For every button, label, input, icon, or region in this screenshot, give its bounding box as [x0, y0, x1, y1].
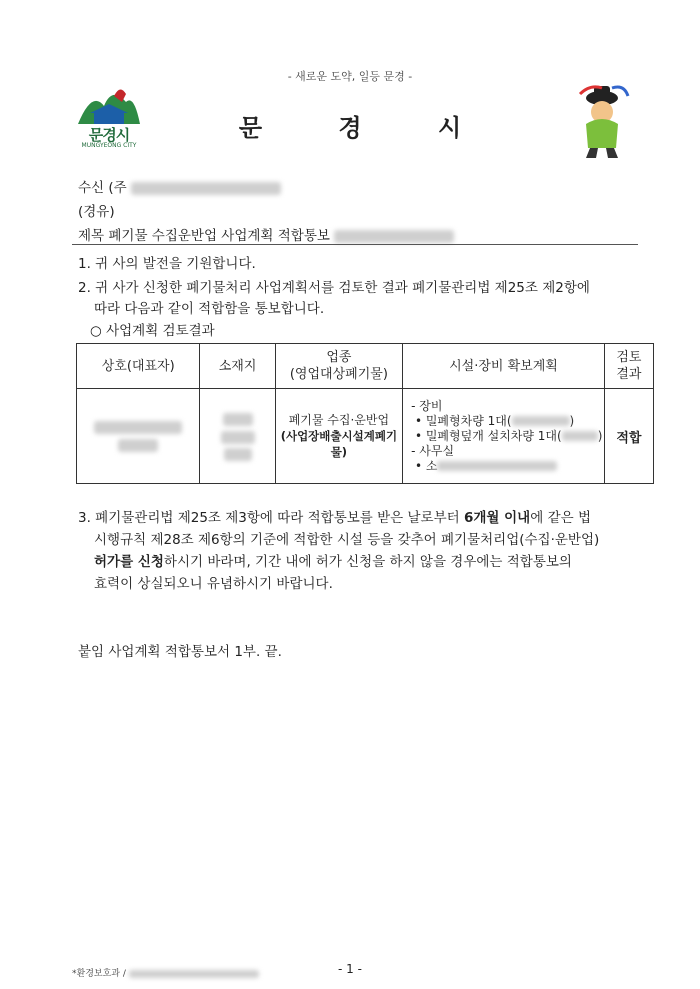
- office-item-1-text: • 소: [414, 458, 438, 473]
- office-heading: - 사무실: [411, 443, 455, 458]
- review-table: [76, 343, 654, 484]
- cell-company: [77, 389, 200, 484]
- redacted-office: [437, 461, 557, 471]
- footer-dept-text: *환경보호과 /: [72, 969, 126, 979]
- paragraph-3-line-1-a: 3. 폐기물관리법 제25조 제3항에 따라 적합통보를 받은 날로부터: [78, 510, 464, 526]
- logo-subtext: MUNGYEONG CITY: [81, 142, 137, 149]
- paragraph-3-line-4: 효력이 상실되오니 유념하시기 바랍니다.: [94, 576, 333, 592]
- header-location: 소재지: [200, 344, 275, 389]
- header-facility: 시설·장비 확보계획: [403, 344, 605, 389]
- paragraph-1: 1. 귀 사의 발전을 기원합니다.: [78, 256, 256, 272]
- table-header-row: [77, 344, 654, 389]
- slogan: - 새로운 도약, 일등 문경 -: [287, 70, 413, 83]
- office-item-1: [411, 459, 603, 474]
- via-field: [78, 200, 115, 220]
- paragraph-3-line-1-b: 에 같은 법: [530, 510, 591, 526]
- page-number: - 1 -: [338, 962, 362, 976]
- header-divider: [72, 244, 638, 245]
- redacted-vehicle-2: [562, 431, 598, 441]
- subject-field: [78, 224, 454, 244]
- equipment-item-2: • 밀폐형덮개 설치차량 1대( ): [414, 428, 603, 443]
- cell-facility: [403, 389, 605, 484]
- page-title: 문 경 시: [238, 114, 496, 142]
- paragraph-2-line-1: 2. 귀 사가 신청한 폐기물처리 사업계획서를 검토한 결과 폐기물관리법 제25조 제2항에: [78, 280, 590, 296]
- header-company: 상호(대표자): [77, 344, 200, 389]
- cell-industry: [275, 389, 402, 484]
- recipient-field: [78, 176, 281, 196]
- paragraph-3-line-1: [78, 506, 591, 526]
- deadline-emphasis: 6개월 이내: [463, 510, 531, 526]
- cell-result: 적합: [604, 389, 653, 484]
- equipment-item-1: • 밀폐형차량 1대( ): [414, 413, 575, 428]
- paragraph-3-line-3-b: 하시기 바라며, 기간 내에 허가 신청을 하지 않을 경우에는 적합통보의: [163, 554, 572, 570]
- redacted-representative: [118, 439, 158, 452]
- table-row: [77, 389, 654, 484]
- equipment-heading: - 장비: [411, 398, 443, 413]
- paragraph-3-line-2: 시행규칙 제28조 제6항의 기준에 적합한 시설 등을 갖추어 폐기물처리업(수집·운반업): [94, 532, 600, 548]
- redacted-company: [94, 421, 182, 434]
- recipient-label: 수신 (주: [78, 180, 127, 196]
- redacted-location-2: [221, 431, 255, 444]
- redacted-subject: [334, 230, 454, 243]
- redacted-recipient: [131, 182, 281, 195]
- industry-line-2: (사업장배출시설계폐기물): [280, 429, 398, 459]
- review-result-heading: ○ 사업계획 검토결과: [90, 323, 215, 339]
- header-industry: 업종 (영업대상폐기물): [275, 344, 402, 389]
- equipment-item-2-text: • 밀폐형덮개 설치차량 1대(: [414, 428, 562, 443]
- industry-line-1: 폐기물 수집·운반업: [288, 413, 390, 427]
- redacted-location-1: [223, 413, 253, 426]
- equipment-item-1-text: • 밀폐형차량 1대(: [414, 413, 512, 428]
- redacted-vehicle-1: [512, 416, 570, 426]
- logo-text: 문경시: [88, 126, 130, 144]
- redacted-location-3: [224, 448, 252, 461]
- attachment-line: 붙임 사업계획 적합통보서 1부. 끝.: [78, 644, 282, 660]
- paragraph-2-line-2: 따라 다음과 같이 적합함을 통보합니다.: [94, 301, 325, 317]
- cell-location: [200, 389, 275, 484]
- via-label: (경유): [78, 204, 115, 220]
- paragraph-3-line-3: [94, 550, 572, 570]
- header-result: 검토 결과: [604, 344, 653, 389]
- permit-emphasis: 허가를 신청: [94, 554, 164, 570]
- subject-label: 제목 폐기물 수집운반업 사업계획 적합통보: [78, 228, 330, 244]
- mascot-icon: [572, 84, 632, 160]
